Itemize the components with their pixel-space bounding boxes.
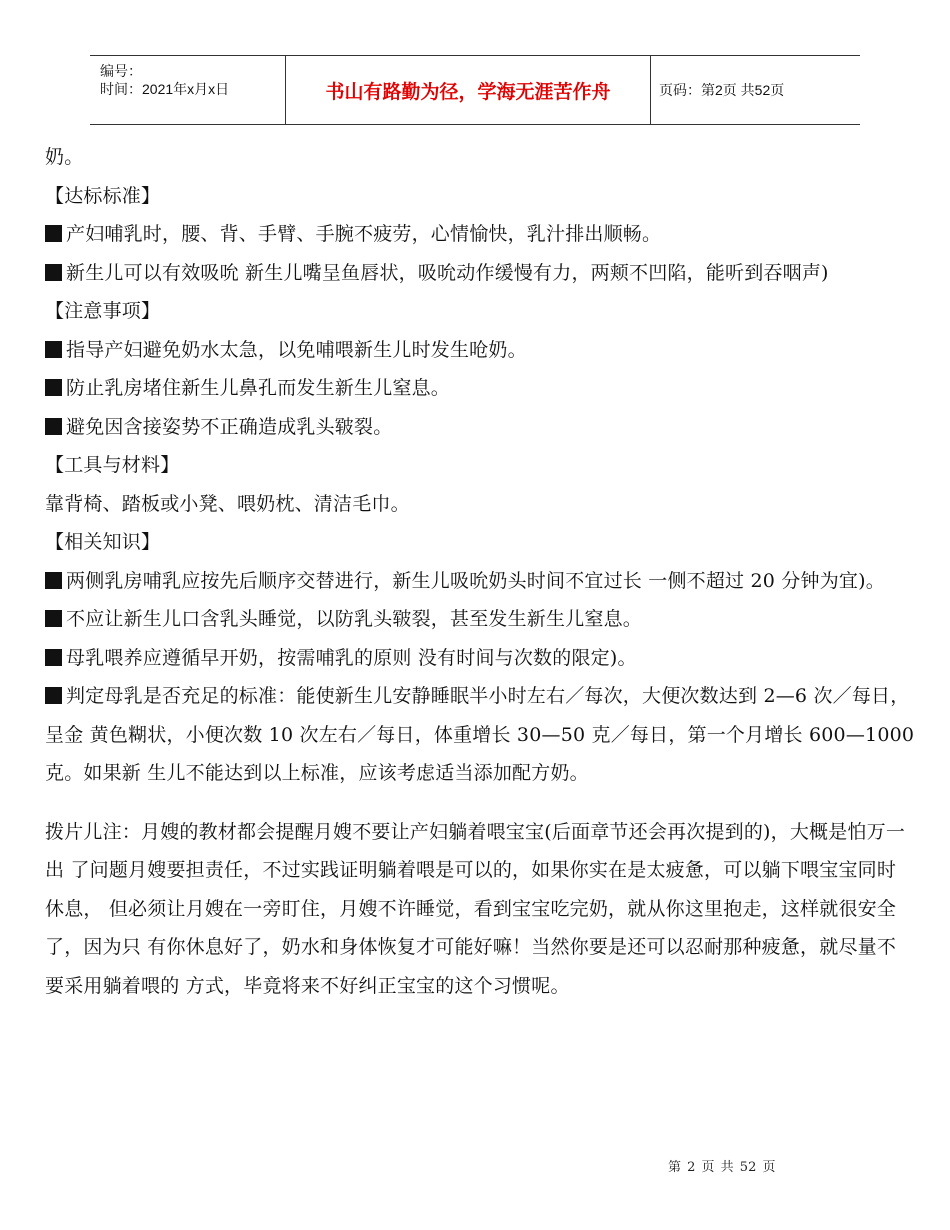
bullet-item [45, 331, 915, 370]
bullet-item [45, 254, 915, 293]
time-label: 时间：2021年x月x日 [100, 81, 230, 97]
tools-list: 靠背椅、踏板或小凳、喂奶枕、清洁毛巾。 [45, 492, 410, 515]
square-bullet-icon [45, 610, 62, 627]
number-label: 编号： [100, 63, 142, 79]
bullet-item [45, 562, 915, 601]
bullet-text: 两侧乳房哺乳应按先后顺序交替进行，新生儿吸吮奶头时间不宜过长 一侧不超过 20 分钟为宜)。 [66, 569, 885, 592]
document-body [45, 138, 915, 1005]
bullet-text: 判定母乳是否充足的标准：能使新生儿安静睡眠半小时左右／每次，大便次数达到 2—6 次／每日，呈金 黄色糊状，小便次数 10 次左右／每日，体重增长 30—50 克／每日，第一个月增长 600—1000 克。如果新 生儿不能达到以上标准，应该考虑适当添加配方奶。 [45, 685, 915, 784]
header-meta [90, 56, 286, 124]
section-heading: 【工具与材料】 [45, 454, 180, 476]
section-heading: 【达标标准】 [45, 184, 161, 207]
bullet-text: 产妇哺乳时，腰、背、手臂、手腕不疲劳，心情愉快，乳汁排出顺畅。 [66, 223, 662, 245]
page-header [90, 55, 860, 125]
header-motto: 书山有路勤为径，学海无涯苦作舟 [286, 56, 651, 124]
section-heading: 【相关知识】 [45, 531, 161, 553]
section-heading: 【注意事项】 [45, 300, 161, 322]
bullet-text: 避免因含接姿势不正确造成乳头皲裂。 [66, 415, 393, 438]
text-line: 奶。 [45, 146, 84, 168]
square-bullet-icon [45, 264, 62, 281]
square-bullet-icon [45, 379, 62, 396]
bullet-text: 不应让新生儿口含乳头睡觉，以防乳头皲裂，甚至发生新生儿窒息。 [66, 608, 643, 630]
bullet-item [45, 677, 915, 793]
square-bullet-icon [45, 225, 62, 242]
bullet-item [45, 600, 915, 639]
header-page-info: 页码：第2页 共52页 [659, 82, 785, 98]
author-note: 拨片儿注：月嫂的教材都会提醒月嫂不要让产妇躺着喂宝宝(后面章节还会再次提到的)，大概是怕万一出 了问题月嫂要担责任，不过实践证明躺着喂是可以的，如果你实在是太疲惫，可以躺下喂宝宝同时休息， 但必须让月嫂在一旁盯住，月嫂不许睡觉，看到宝宝吃完奶，就从你这里抱走，这样就很安全了，因为只 有你休息好了，奶水和身体恢复才可能好嘛！当然你要是还可以忍耐那种疲惫，就尽量不要采用躺着喂的 方式，毕竟将来不好纠正宝宝的这个习惯呢。 [45, 820, 906, 997]
bullet-text: 母乳喂养应遵循早开奶，按需哺乳的原则 没有时间与次数的限定)。 [66, 646, 637, 669]
bullet-item [45, 215, 915, 254]
square-bullet-icon [45, 649, 62, 666]
bullet-item [45, 408, 915, 447]
bullet-item [45, 369, 915, 408]
bullet-text: 指导产妇避免奶水太急，以免哺喂新生儿时发生呛奶。 [66, 338, 527, 361]
square-bullet-icon [45, 687, 62, 704]
bullet-item [45, 639, 915, 678]
square-bullet-icon [45, 572, 62, 589]
page-footer: 第 2 页 共 52 页 [668, 1160, 776, 1175]
square-bullet-icon [45, 418, 62, 435]
bullet-text: 新生儿可以有效吸吮 新生儿嘴呈鱼唇状，吸吮动作缓慢有力，两颊不凹陷，能听到吞咽声) [66, 261, 829, 284]
bullet-text: 防止乳房堵住新生儿鼻孔而发生新生儿窒息。 [66, 377, 451, 399]
square-bullet-icon [45, 341, 62, 358]
